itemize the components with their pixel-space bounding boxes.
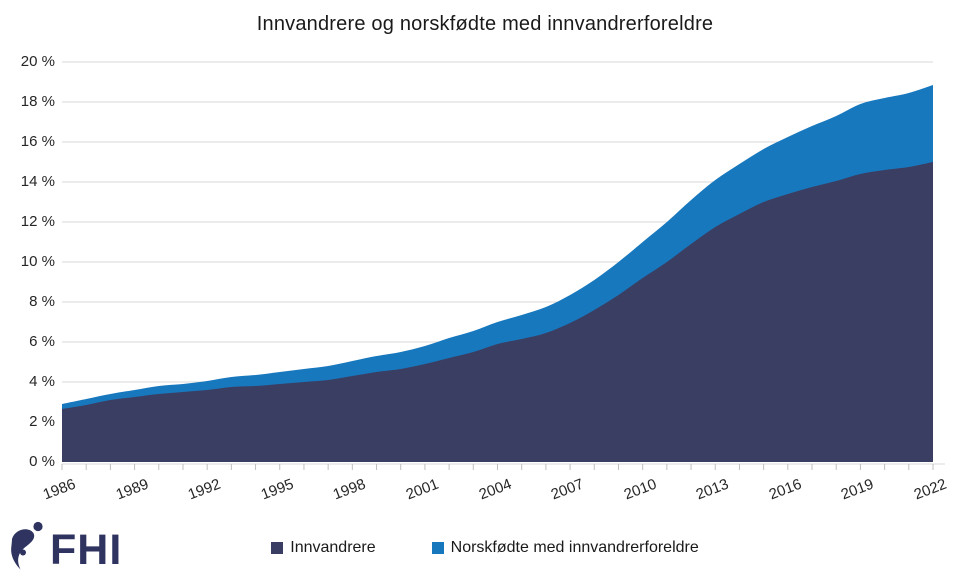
- x-axis-label: 2010: [621, 475, 659, 504]
- x-axis-ticks: [62, 464, 933, 470]
- x-axis-label: 2001: [403, 475, 441, 504]
- chart-title: Innvandrere og norskfødte med innvandrerforeldre: [256, 13, 714, 35]
- x-axis-label: 2022: [911, 475, 949, 504]
- y-axis-label: 10 %: [20, 253, 55, 270]
- legend-swatch-innvandrere: [271, 542, 283, 554]
- x-axis-label: 2013: [693, 475, 732, 504]
- x-axis-label: 2019: [839, 475, 877, 504]
- chart-legend: [0, 537, 970, 559]
- legend-item-innvandrere: [271, 539, 375, 557]
- area-innvandrere: [62, 162, 933, 462]
- x-axis-label: 1992: [185, 475, 224, 504]
- y-axis-label: 18 %: [20, 93, 55, 110]
- y-axis-label: 4 %: [29, 373, 55, 390]
- x-axis-label: 2004: [476, 475, 514, 504]
- x-axis-label: 2007: [548, 475, 587, 504]
- fhi-logo-text: FHI: [50, 526, 123, 572]
- y-axis-label: 0 %: [29, 453, 55, 470]
- legend-label-norskfodte: Norskfødte med innvandrerforeldre: [450, 539, 699, 556]
- y-axis-label: 16 %: [20, 133, 55, 150]
- x-axis-label: 1998: [331, 475, 369, 504]
- y-axis-label: 20 %: [20, 53, 55, 70]
- y-axis-label: 14 %: [20, 173, 55, 190]
- legend-item-norskfodte: [432, 539, 699, 557]
- y-axis-label: 2 %: [29, 413, 55, 430]
- x-axis-label: 1995: [258, 475, 296, 504]
- y-axis-label: 6 %: [29, 333, 55, 350]
- y-axis-label: 12 %: [20, 213, 55, 230]
- legend-label-innvandrere: Innvandrere: [290, 539, 376, 556]
- legend-swatch-norskfodte: [432, 542, 444, 554]
- x-axis-label: 1986: [40, 475, 78, 504]
- y-axis-label: 8 %: [29, 293, 55, 310]
- x-axis-label: 2016: [766, 475, 804, 504]
- x-axis-label: 1989: [113, 475, 151, 504]
